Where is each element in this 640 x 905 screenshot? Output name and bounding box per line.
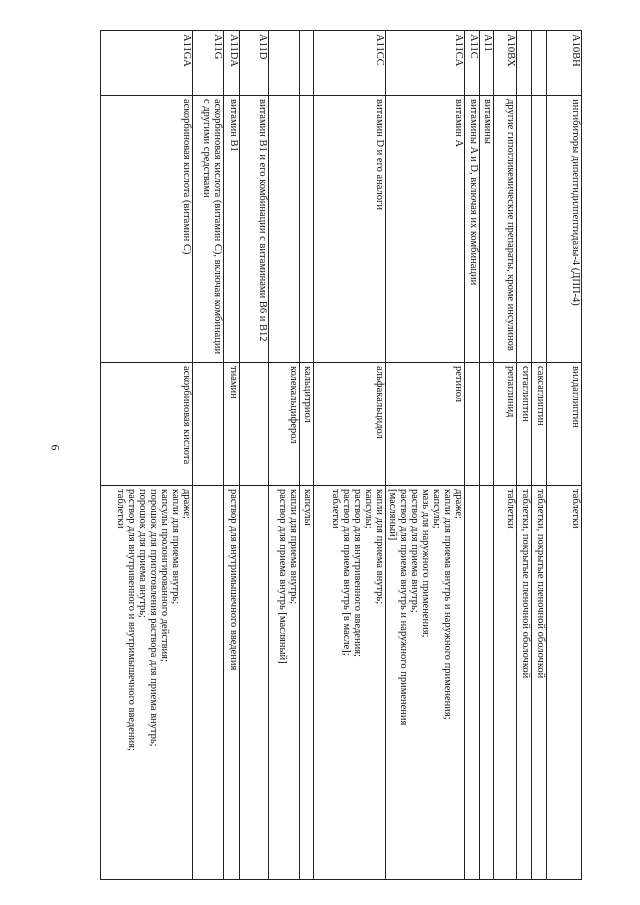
dosage-form-line: капсулы; [362, 489, 374, 529]
dosage-form-cell [547, 486, 582, 880]
dosage-form-line: таблетки [115, 489, 127, 529]
atc-code-text: A10BX [504, 34, 516, 67]
group-name-cell [547, 96, 582, 363]
table-row [494, 31, 517, 880]
drug-name-cell [385, 363, 465, 486]
dosage-form-line: таблетки [570, 489, 581, 529]
drug-name-text: аскорбиновая кислота [181, 366, 193, 465]
atc-code-cell [240, 31, 269, 96]
dosage-form-line: раствор для приема внутрь [в масле]; [340, 489, 352, 656]
dosage-form-cell [299, 486, 313, 880]
atc-code-cell [516, 31, 531, 96]
table-row [193, 31, 224, 880]
group-name-cell [479, 96, 493, 363]
drug-name-text: репаглинид [504, 366, 516, 418]
dosage-form-line: раствор для внутривенного и внутримышечного введения; [126, 489, 138, 751]
atc-code-text: A10BH [570, 34, 581, 67]
atc-code-text: A11G [211, 34, 223, 60]
table-row [299, 31, 313, 880]
dosage-form-line: таблетки [329, 489, 341, 529]
group-name-text: витамин B1 и его комбинации с витаминами B6 и B12 [256, 99, 268, 342]
dosage-form-line: капли для приема внутрь; [287, 489, 299, 605]
atc-code-cell [494, 31, 517, 96]
table-row [531, 31, 546, 880]
group-name-text: витамин A [453, 99, 465, 148]
group-name-text: витамины A и D, включая их комбинации [467, 99, 479, 286]
drug-name-text: ретинол [453, 366, 465, 403]
atc-code-cell [223, 31, 239, 96]
dosage-form-line: драже; [181, 489, 193, 519]
dosage-form-line: раствор для приема внутрь; [409, 489, 421, 613]
dosage-form-cell [223, 486, 239, 880]
atc-code-text: A11GA [181, 34, 193, 67]
dosage-form-cell [101, 486, 193, 880]
dosage-form-line: капли для приема внутрь; [170, 489, 182, 605]
dosage-form-cell [516, 486, 531, 880]
atc-code-cell [313, 31, 385, 96]
dosage-form-cell [479, 486, 493, 880]
drug-name-cell [193, 363, 224, 486]
drug-name-cell [547, 363, 582, 486]
dosage-form-line: порошок для приема внутрь; [137, 489, 149, 618]
drug-name-text: тиамин [228, 366, 240, 399]
table-row [479, 31, 493, 880]
dosage-form-cell [494, 486, 517, 880]
drug-name-cell [223, 363, 239, 486]
drug-name-text: альфакальцидол [373, 366, 385, 439]
dosage-form-cell [240, 486, 269, 880]
dosage-form-line: таблетки [504, 489, 516, 529]
group-name-text: витамины [482, 99, 494, 144]
drug-name-text: кальцитриол [301, 366, 313, 423]
atc-code-text: A11D [256, 34, 268, 60]
drug-name-text: колекальциферол [287, 366, 299, 444]
atc-code-cell [479, 31, 493, 96]
group-name-cell [494, 96, 517, 363]
group-name-text: витамин B1 [228, 99, 240, 152]
dosage-form-line: раствор для приема внутрь [масляный] [276, 489, 288, 664]
group-name-cell [299, 96, 313, 363]
atc-code-text: A11DA [228, 34, 240, 67]
atc-code-text: A11CA [453, 34, 465, 67]
dosage-form-cell [531, 486, 546, 880]
atc-code-text: A11CC [373, 34, 385, 66]
group-name-cell [531, 96, 546, 363]
drug-name-cell [494, 363, 517, 486]
group-name-text: другие гипогликемические препараты, кроме инсулинов [504, 99, 516, 351]
dosage-form-cell [193, 486, 224, 880]
drug-name-cell [516, 363, 531, 486]
drug-name-text: саксаглиптин [535, 366, 547, 426]
drug-name-cell [299, 363, 313, 486]
dosage-form-line: порошок для приготовления раствора для приема внутрь; [148, 489, 160, 747]
atc-code-cell [101, 31, 193, 96]
group-name-cell [223, 96, 239, 363]
dosage-form-line: капсулы; [431, 489, 443, 529]
table-row [268, 31, 299, 880]
drug-name-cell [268, 363, 299, 486]
dosage-form-line: капсулы [301, 489, 313, 526]
atc-code-cell [193, 31, 224, 96]
dosage-form-line: драже; [453, 489, 465, 519]
dosage-form-line: таблетки, покрытые пленочной оболочкой [535, 489, 547, 679]
atc-code-cell [385, 31, 465, 96]
table-row [240, 31, 269, 880]
drug-name-cell [479, 363, 493, 486]
group-name-cell [385, 96, 465, 363]
drug-table-rotated [100, 30, 582, 880]
dosage-form-line: таблетки, покрытые пленочной оболочкой [519, 489, 531, 679]
dosage-form-cell [313, 486, 385, 880]
group-name-cell [240, 96, 269, 363]
drug-name-text: ситаглиптин [519, 366, 531, 422]
dosage-form-line: [масляный] [387, 489, 399, 541]
table-row [313, 31, 385, 880]
table-row [465, 31, 479, 880]
drug-name-cell [240, 363, 269, 486]
drug-table [100, 30, 582, 880]
drug-name-cell [465, 363, 479, 486]
drug-name-text: вилдаглиптин [570, 366, 581, 428]
group-name-text: аскорбиновая кислота (витамин C), включая комбинации с другими средствами [200, 99, 223, 355]
page-number: 6 [48, 444, 63, 451]
table-row [516, 31, 531, 880]
drug-table-body [101, 31, 582, 880]
group-name-cell [516, 96, 531, 363]
atc-code-cell [268, 31, 299, 96]
atc-code-cell [547, 31, 582, 96]
group-name-text: ингибиторы дипептидилпептидазы-4 (ДПП-4) [570, 99, 581, 306]
drug-name-cell [101, 363, 193, 486]
group-name-cell [268, 96, 299, 363]
dosage-form-line: капсулы пролонгированного действия; [159, 489, 171, 662]
drug-name-cell [531, 363, 546, 486]
dosage-form-cell [385, 486, 465, 880]
dosage-form-line: раствор для приема внутрь и наружного применения [398, 489, 410, 726]
atc-code-text: A11 [482, 34, 494, 52]
drug-name-cell [313, 363, 385, 486]
group-name-cell [313, 96, 385, 363]
dosage-form-line: капли для приема внутрь и наружного применения; [442, 489, 454, 720]
dosage-form-cell [268, 486, 299, 880]
table-row [223, 31, 239, 880]
dosage-form-line: капли для приема внутрь; [373, 489, 385, 605]
group-name-cell [465, 96, 479, 363]
group-name-cell [101, 96, 193, 363]
dosage-form-line: раствор для внутривенного введения; [351, 489, 363, 657]
atc-code-cell [465, 31, 479, 96]
table-row [547, 31, 582, 880]
dosage-form-line: мазь для наружного применения; [420, 489, 432, 638]
group-name-cell [193, 96, 224, 363]
group-name-text: аскорбиновая кислота (витамин C) [181, 99, 193, 255]
atc-code-cell [299, 31, 313, 96]
atc-code-cell [531, 31, 546, 96]
dosage-form-line: раствор для внутримышечного введения [228, 489, 240, 671]
dosage-form-cell [465, 486, 479, 880]
table-row [101, 31, 193, 880]
table-row [385, 31, 465, 880]
group-name-text: витамин D и его аналоги [373, 99, 385, 210]
atc-code-text: A11C [467, 34, 479, 59]
